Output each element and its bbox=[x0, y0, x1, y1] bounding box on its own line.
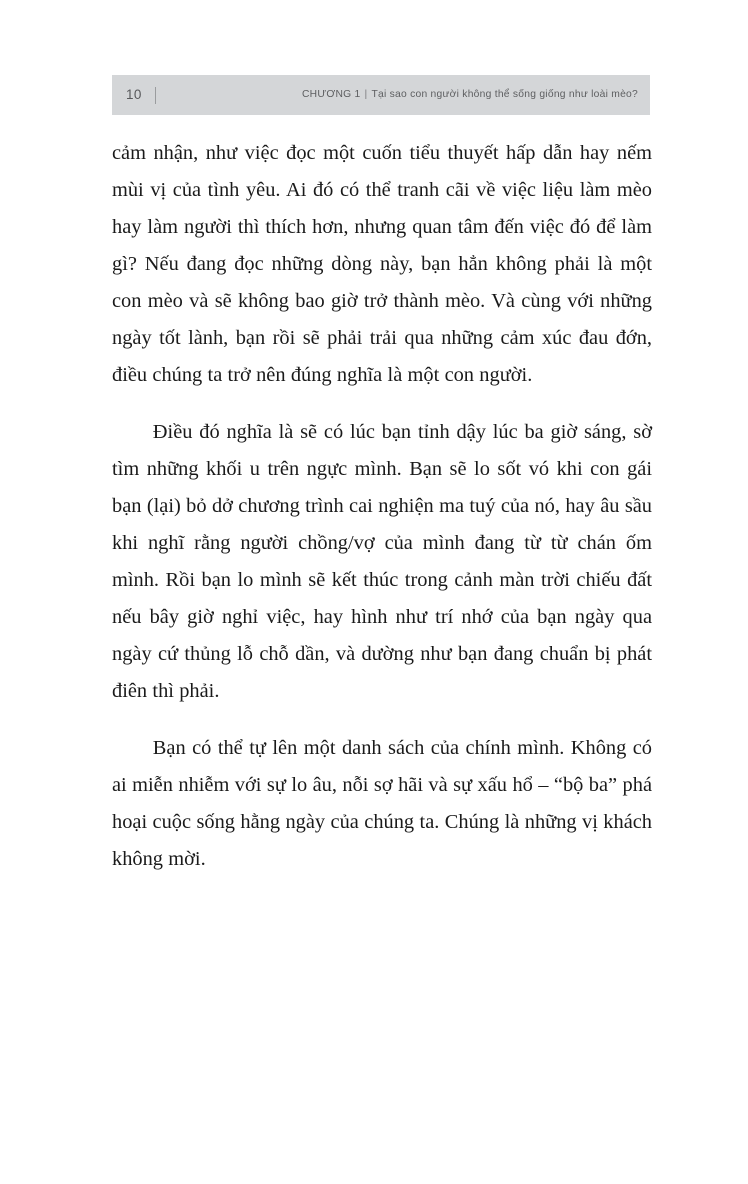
breadcrumb-separator: | bbox=[364, 88, 368, 100]
page-number: 10 bbox=[126, 87, 142, 103]
running-header bbox=[112, 75, 650, 115]
folio-group bbox=[126, 87, 156, 104]
chapter-label: CHƯƠNG 1 bbox=[302, 88, 361, 100]
vertical-rule-icon bbox=[155, 87, 156, 104]
chapter-title: Tại sao con người không thể sống giống như loài mèo? bbox=[371, 88, 638, 100]
paragraph: Bạn có thể tự lên một danh sách của chính mình. Không có ai miễn nhiễm với sự lo âu, nỗi sợ hãi và sự xấu hổ – “bộ ba” phá hoại cuộc sống hằng ngày của chúng ta. Chúng là những vị khách không mời. bbox=[112, 737, 652, 870]
body-text-column bbox=[112, 135, 652, 878]
chapter-breadcrumb bbox=[302, 90, 638, 100]
paragraph: cảm nhận, như việc đọc một cuốn tiểu thuyết hấp dẫn hay nếm mùi vị của tình yêu. Ai đó có thể tranh cãi về việc liệu làm mèo hay làm người thì thích hơn, nhưng quan tâm đến việc đó để làm gì? Nếu đang đọc những dòng này, bạn hẳn không phải là một con mèo và sẽ không bao giờ trở thành mèo. Và cùng với những ngày tốt lành, bạn rồi sẽ phải trải qua những cảm xúc đau đớn, điều chúng ta trở nên đúng nghĩa là một con người. bbox=[112, 142, 652, 386]
paragraph: Điều đó nghĩa là sẽ có lúc bạn tỉnh dậy lúc ba giờ sáng, sờ tìm những khối u trên ngực mình. Bạn sẽ lo sốt vó khi con gái bạn (lại) bỏ dở chương trình cai nghiện ma tuý của nó, hay âu sầu khi nghĩ rằng người chồng/vợ của mình đang từ từ chán ốm mình. Rồi bạn lo mình sẽ kết thúc trong cảnh màn trời chiếu đất nếu bây giờ nghỉ việc, hay hình như trí nhớ của bạn ngày qua ngày cứ thủng lỗ chỗ dần, và dường như bạn đang chuẩn bị phát điên thì phải. bbox=[112, 421, 652, 702]
